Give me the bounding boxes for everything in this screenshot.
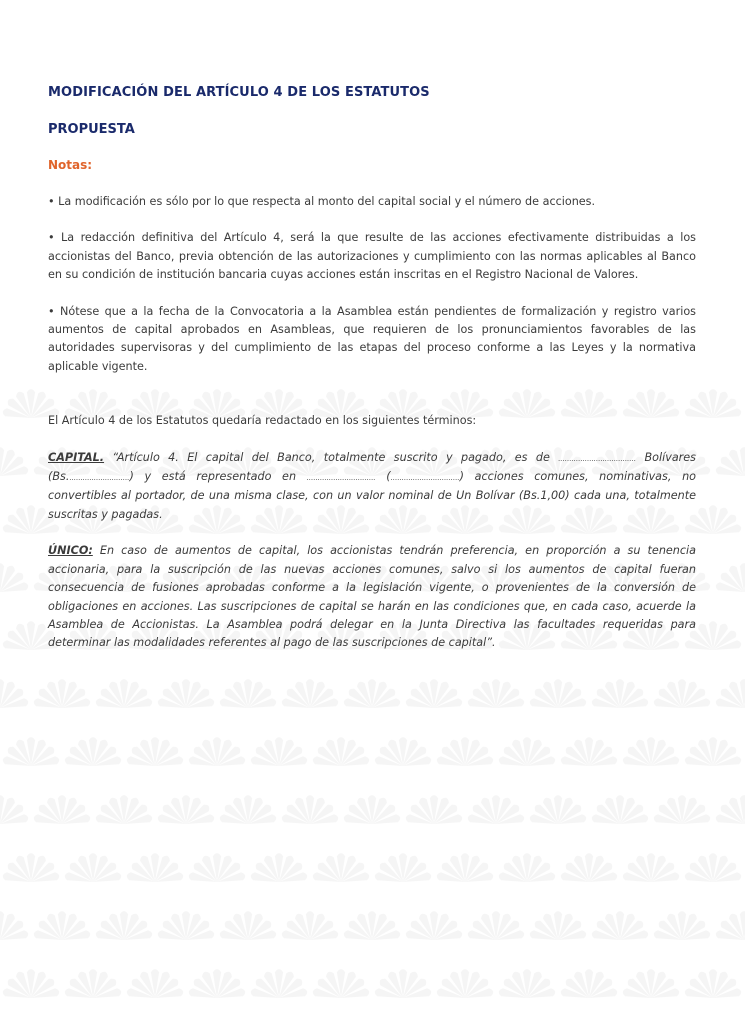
watermark-fan	[437, 853, 493, 882]
watermark-fan	[3, 737, 59, 766]
watermark-fan	[685, 853, 741, 882]
watermark-fan	[313, 969, 369, 998]
watermark-fan	[592, 911, 648, 940]
watermark-fan	[344, 911, 400, 940]
capital-text: ) y está representado en	[129, 470, 307, 484]
watermark-fan	[530, 679, 586, 708]
intro-paragraph: El Artículo 4 de los Estatutos quedaría redactado en los siguientes términos:	[48, 414, 477, 428]
watermark-fan	[189, 737, 245, 766]
watermark-fan	[251, 969, 307, 998]
watermark-fan	[189, 969, 245, 998]
watermark-fan	[220, 911, 276, 940]
watermark-fan	[561, 969, 617, 998]
watermark-fan	[623, 969, 679, 998]
watermark-fan	[499, 737, 555, 766]
capital-text: Bolívares (Bs.	[48, 450, 696, 484]
watermark-fan	[685, 737, 741, 766]
watermark-fan	[561, 853, 617, 882]
watermark-fan	[0, 795, 28, 824]
section-subtitle: PROPUESTA	[48, 122, 135, 137]
watermark-fan	[158, 795, 214, 824]
watermark-fan	[127, 853, 183, 882]
watermark-fan	[530, 795, 586, 824]
watermark-fan	[530, 911, 586, 940]
page-title: MODIFICACIÓN DEL ARTÍCULO 4 DE LOS ESTATUTOS	[48, 85, 430, 100]
watermark-fan	[158, 679, 214, 708]
watermark-fan	[623, 853, 679, 882]
watermark-fan	[96, 679, 152, 708]
watermark-fan	[375, 969, 431, 998]
watermark-fan	[499, 969, 555, 998]
watermark-fan	[282, 795, 338, 824]
watermark-fan	[654, 679, 710, 708]
watermark-fan	[437, 737, 493, 766]
watermark-fan	[251, 737, 307, 766]
watermark-fan	[65, 737, 121, 766]
watermark-fan	[468, 795, 524, 824]
watermark-fan	[3, 853, 59, 882]
watermark-fan	[375, 737, 431, 766]
watermark-fan	[0, 679, 28, 708]
capital-bs-blank: ...........................	[69, 474, 130, 483]
capital-amount-blank: ...................................	[558, 454, 637, 463]
watermark-fan	[468, 679, 524, 708]
watermark-fan	[375, 853, 431, 882]
capital-text: “Artículo 4. El capital del Banco, totalmente suscrito y pagado, es de	[104, 450, 559, 464]
watermark-fan	[437, 969, 493, 998]
watermark-fan	[65, 969, 121, 998]
watermark-fan	[561, 737, 617, 766]
shares-words-blank: ...............................	[306, 474, 376, 483]
note-item: • Nótese que a la fecha de la Convocatoria a la Asamblea están pendientes de formalización y registro varios aumentos de capital aprobados en Asambleas, que requieren de los pronunciamientos favorables de las autoridades supervisoras y del cumplimiento de las etapas del proceso conforme a las Leyes y la normativa aplicable vigente.	[48, 304, 696, 373]
capital-text: (	[375, 470, 391, 484]
watermark-fan	[313, 737, 369, 766]
watermark-fan	[34, 911, 90, 940]
watermark-fan	[251, 853, 307, 882]
watermark-fan	[716, 795, 745, 824]
watermark-fan	[65, 853, 121, 882]
watermark-fan	[96, 795, 152, 824]
notes-label: Notas:	[48, 158, 93, 172]
watermark-fan	[127, 737, 183, 766]
watermark-fan	[220, 795, 276, 824]
watermark-fan	[654, 795, 710, 824]
watermark-fan	[623, 737, 679, 766]
watermark-fan	[34, 795, 90, 824]
watermark-fan	[406, 911, 462, 940]
watermark-fan	[96, 911, 152, 940]
watermark-fan	[344, 795, 400, 824]
watermark-fan	[34, 679, 90, 708]
capital-label: CAPITAL.	[48, 450, 105, 464]
watermark-fan	[499, 853, 555, 882]
watermark-fan	[189, 853, 245, 882]
watermark-fan	[127, 969, 183, 998]
capital-text: ) acciones comunes, nominativas, no convertibles al portador, de una misma clase, con un valor nominal de Un Bolívar (Bs.1,00) cada una, totalmente suscritas y pagadas.	[48, 470, 696, 521]
watermark-fan	[654, 911, 710, 940]
watermark-fan	[313, 853, 369, 882]
watermark-fan	[406, 795, 462, 824]
watermark-fan	[716, 679, 745, 708]
watermark-fan	[685, 969, 741, 998]
watermark-fan	[406, 679, 462, 708]
unico-label: ÚNICO:	[48, 544, 93, 558]
unico-text: En caso de aumentos de capital, los accionistas tendrán preferencia, en proporción a su tenencia accionaria, para la suscripción de las nuevas acciones comunes, salvo si los aumentos de capital fueran consecuencia de fusiones aprobadas conforme a la legislación vigente, o provenientes de la conversión de obligaciones en acciones. Las suscripciones de capital se harán en las condiciones que, en cada caso, acuerde la Asamblea de Accionistas. La Asamblea podrá delegar en la Junta Directiva las facultades requeridas para determinar las modalidades referentes al pago de las suscripciones de capital”.	[48, 544, 696, 650]
watermark-fan	[592, 679, 648, 708]
shares-number-blank: ...............................	[390, 474, 460, 483]
watermark-fan	[220, 679, 276, 708]
watermark-fan	[3, 969, 59, 998]
watermark-fan	[282, 679, 338, 708]
note-item: • La redacción definitiva del Artículo 4, será la que resulte de las acciones efectivamente distribuidas a los accionistas del Banco, previa obtención de las autorizaciones y cumplimiento con las normas aplicables al Banco en su condición de institución bancaria cuyas acciones están inscritas en el Registro Nacional de Valores.	[48, 231, 696, 282]
watermark-fan	[158, 911, 214, 940]
watermark-fan	[282, 911, 338, 940]
watermark-fan	[468, 911, 524, 940]
unico-paragraph	[48, 542, 696, 652]
watermark-fan	[344, 679, 400, 708]
watermark-fan	[0, 911, 28, 940]
capital-paragraph	[48, 449, 696, 525]
watermark-fan	[716, 911, 745, 940]
watermark-fan	[592, 795, 648, 824]
note-item: • La modificación es sólo por lo que respecta al monto del capital social y el número de acciones.	[48, 195, 596, 208]
